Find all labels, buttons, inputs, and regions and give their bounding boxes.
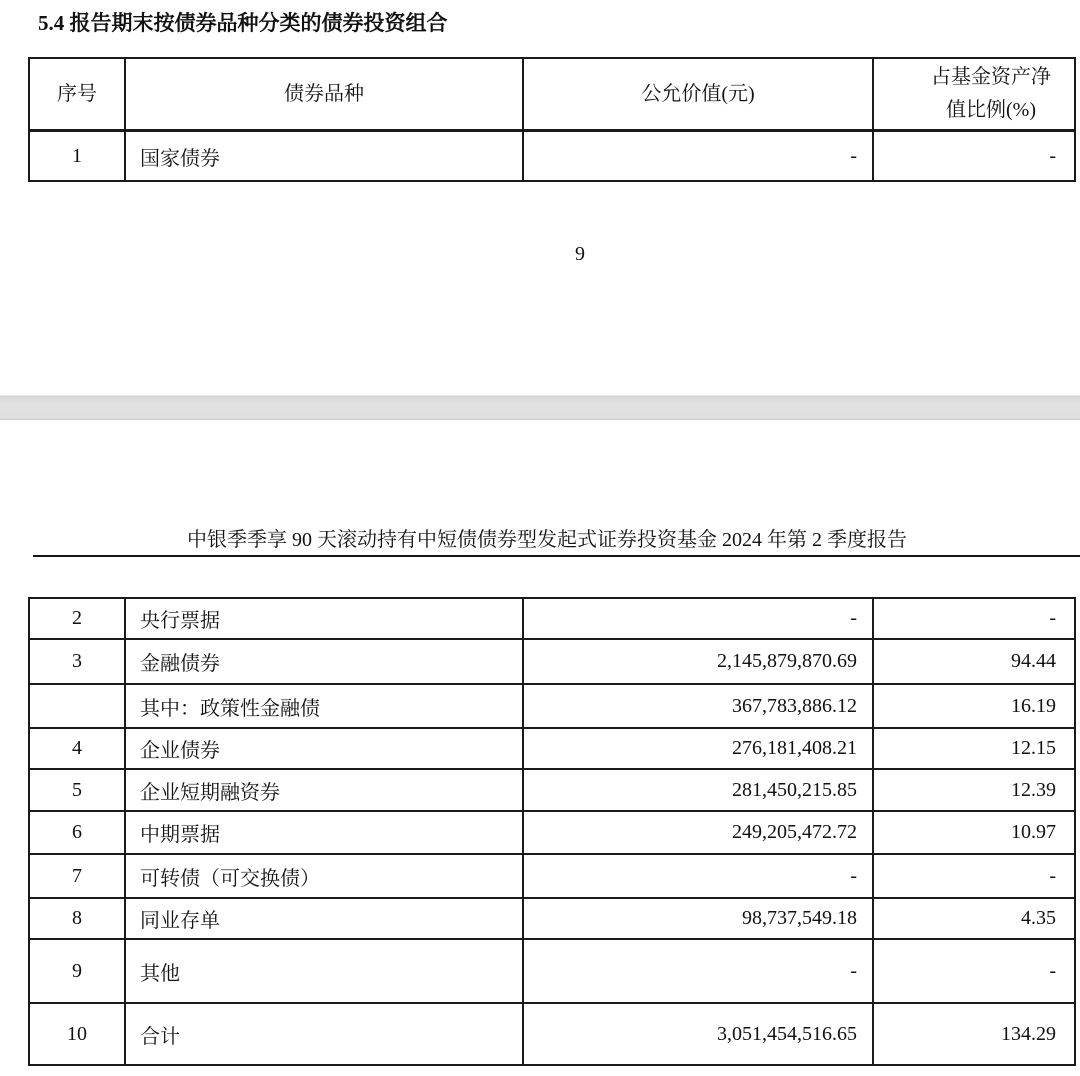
cell-index <box>30 685 126 729</box>
page-number: 9 <box>575 243 585 265</box>
cell-fair-value: - <box>524 599 874 640</box>
cell-fair-value: 276,181,408.21 <box>524 729 874 770</box>
col-header-fair-value <box>524 59 874 132</box>
section-title: 5.4 报告期末按债券品种分类的债券投资组合 <box>38 11 448 35</box>
cell-index: 9 <box>30 940 126 1004</box>
col-header-fair-value-label: 公允价值(元) <box>641 82 755 105</box>
cell-bond-type: 可转债（可交换债） <box>126 855 524 899</box>
cell-nav-pct: 94.44 <box>874 640 1074 685</box>
cell-fair-value: - <box>524 132 874 180</box>
cell-index: 2 <box>30 599 126 640</box>
cell-bond-type: 同业存单 <box>126 899 524 940</box>
cell-fair-value: 2,145,879,870.69 <box>524 640 874 685</box>
col-header-index <box>30 59 126 132</box>
cell-fair-value: 98,737,549.18 <box>524 899 874 940</box>
cell-bond-type: 央行票据 <box>126 599 524 640</box>
cell-nav-pct: 4.35 <box>874 899 1074 940</box>
cell-bond-type: 中期票据 <box>126 812 524 855</box>
cell-nav-pct: 16.19 <box>874 685 1074 729</box>
cell-fair-value: 367,783,886.12 <box>524 685 874 729</box>
cell-nav-pct: 10.97 <box>874 812 1074 855</box>
cell-index: 7 <box>30 855 126 899</box>
bond-table-page1 <box>28 57 1076 182</box>
cell-fair-value: 3,051,454,516.65 <box>524 1004 874 1064</box>
cell-index: 3 <box>30 640 126 685</box>
cell-index: 5 <box>30 770 126 812</box>
col-header-bond-type-label: 债券品种 <box>284 82 364 105</box>
cell-nav-pct: - <box>874 855 1074 899</box>
cell-fair-value: - <box>524 940 874 1004</box>
cell-index: 1 <box>30 132 126 180</box>
running-header: 中银季季享 90 天滚动持有中短债债券型发起式证券投资基金 2024 年第 2 季度报告 <box>187 529 907 551</box>
cell-bond-type: 企业债券 <box>126 729 524 770</box>
cell-fair-value: 249,205,472.72 <box>524 812 874 855</box>
bond-table-page2 <box>28 597 1076 1066</box>
header-rule <box>33 555 1080 557</box>
cell-index: 10 <box>30 1004 126 1064</box>
cell-nav-pct: - <box>874 132 1074 180</box>
col-header-index-label: 序号 <box>57 82 97 105</box>
cell-nav-pct: - <box>874 599 1074 640</box>
cell-bond-type: 金融债券 <box>126 640 524 685</box>
col-header-bond-type <box>126 59 524 132</box>
cell-index: 4 <box>30 729 126 770</box>
cell-bond-type: 国家债券 <box>126 132 524 180</box>
cell-bond-type: 企业短期融资券 <box>126 770 524 812</box>
cell-fair-value: 281,450,215.85 <box>524 770 874 812</box>
cell-nav-pct: 12.39 <box>874 770 1074 812</box>
cell-nav-pct: 134.29 <box>874 1004 1074 1064</box>
cell-fair-value: - <box>524 855 874 899</box>
cell-nav-pct: - <box>874 940 1074 1004</box>
col-header-nav-pct-label: 占基金资产净值比例(%) <box>931 66 1051 121</box>
cell-index: 8 <box>30 899 126 940</box>
cell-bond-type: 其他 <box>126 940 524 1004</box>
cell-index: 6 <box>30 812 126 855</box>
cell-bond-type: 合计 <box>126 1004 524 1064</box>
cell-nav-pct: 12.15 <box>874 729 1074 770</box>
page-separator <box>0 395 1080 420</box>
col-header-nav-pct <box>874 59 1074 132</box>
cell-bond-type: 其中：政策性金融债 <box>126 685 524 729</box>
